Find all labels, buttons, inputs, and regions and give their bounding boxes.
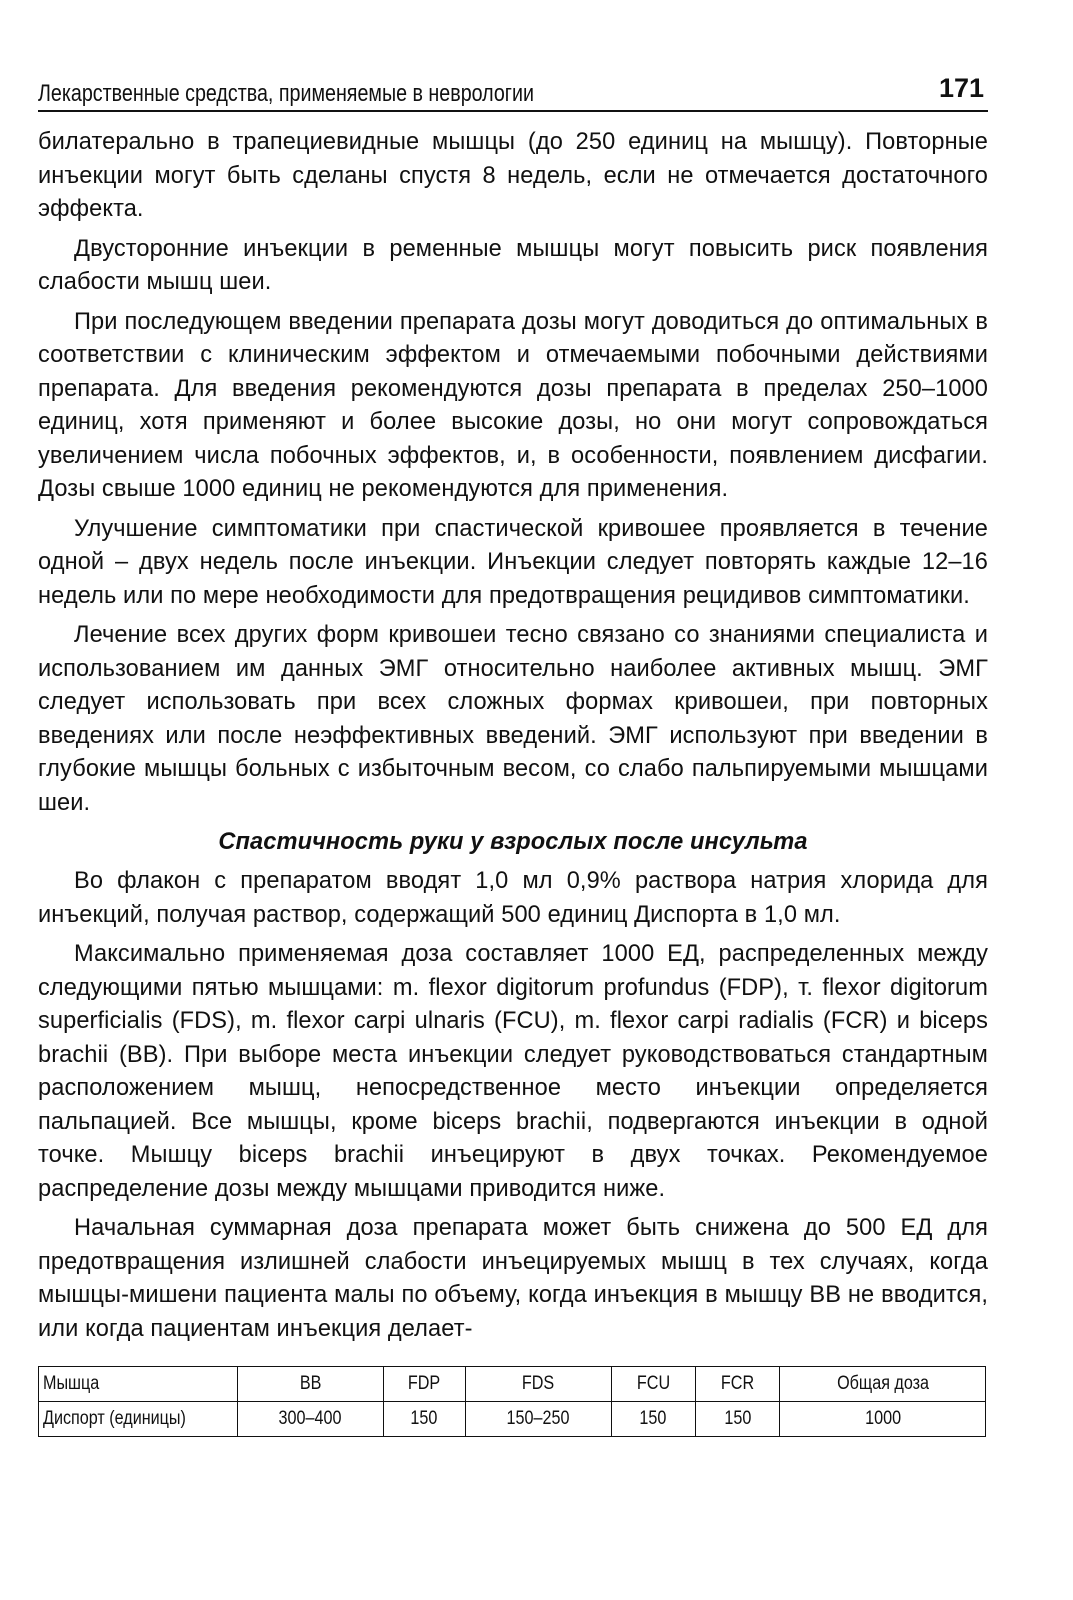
table-cell: 150–250 bbox=[466, 1402, 612, 1437]
paragraph: Двусторонние инъекции в ременные мышцы могут повысить риск появления слабости мышц шеи. bbox=[38, 235, 988, 295]
book-page bbox=[38, 62, 988, 1437]
paragraph: Максимально применяемая доза составляет 1000 ЕД, распределенных между следующими пятью мышцами: m. flexor digitorum profundus (FDP), т. flexor digitorum superficialis (FDS), m. flexor carpi ulnaris (FCU), m. flexor carpi radialis (FCR) и biceps brachii (BB). При выборе места инъекции следует руководствоваться стандартным расположением мышц, непосредственное место инъекции определяется пальпацией. Все мышцы, кроме biceps brachii, подвергаются инъекции в одной точке. Мышцу biceps brachii инъецируют в двух точках. Рекомендуемое распределение дозы между мышцами приводится ниже. bbox=[38, 941, 988, 1202]
table-cell: 1000 bbox=[780, 1402, 986, 1437]
section-heading: Спастичность руки у взрослых после инсульта bbox=[218, 829, 808, 855]
dose-table bbox=[38, 1366, 986, 1437]
table-cell: Диспорт (единицы) bbox=[39, 1402, 238, 1437]
page-number: 171 bbox=[938, 73, 984, 103]
paragraph: Начальная суммарная доза препарата может быть снижена до 500 ЕД для предотвращения излишней слабости инъецируемых мышц в тех случаях, когда мышцы-мишени пациента малы по объему, когда инъекция в мышцу BB не вводится, или когда пациентам инъекция делает- bbox=[38, 1215, 988, 1342]
table-header-cell: Общая доза bbox=[780, 1367, 986, 1402]
running-header bbox=[38, 62, 988, 112]
running-header-title: Лекарственные средства, применяемые в неврологии bbox=[38, 80, 534, 107]
table-header-row bbox=[39, 1367, 986, 1402]
table-cell: 150 bbox=[611, 1402, 695, 1437]
paragraph: Во флакон с препаратом вводят 1,0 мл 0,9% раствора натрия хлорида для инъекций, получая раствор, содержащий 500 единиц Диспорта в 1,0 мл. bbox=[38, 868, 988, 928]
paragraph: билатерально в трапециевидные мышцы (до 250 единиц на мышцу). Повторные инъекции могут быть сделаны спустя 8 недель, если не отмечается достаточного эффекта. bbox=[38, 129, 988, 222]
table-cell: 300–400 bbox=[238, 1402, 384, 1437]
paragraph: При последующем введении препарата дозы могут доводиться до оптимальных в соответствии с клиническим эффектом и отмечаемыми побочными действиями препарата. Для введения рекомендуются дозы препарата в пределах 250–1000 единиц, хотя применяют и более высокие дозы, но они могут сопровождаться увеличением числа побочных эффектов, и, в особенности, появлением дисфагии. Дозы свыше 1000 единиц не рекомендуются для применения. bbox=[38, 308, 988, 502]
page-body bbox=[38, 126, 988, 1346]
table-header-cell: FDP bbox=[383, 1367, 465, 1402]
paragraph: Лечение всех других форм кривошеи тесно связано со знаниями специалиста и использованием им данных ЭМГ относительно наиболее активных мышц. ЭМГ следует использовать при всех сложных формах кривошеи, при повторных введениях или после неэффективных введений. ЭМГ используют при введении в глубокие мышцы больных с избыточным весом, со слабо пальпируемыми мышцами шеи. bbox=[38, 622, 988, 816]
table-header-cell: BB bbox=[238, 1367, 384, 1402]
table-header-cell: FCU bbox=[611, 1367, 695, 1402]
table-cell: 150 bbox=[696, 1402, 780, 1437]
table-header-cell: FCR bbox=[696, 1367, 780, 1402]
table-header-cell: Мышца bbox=[39, 1367, 238, 1402]
table-cell: 150 bbox=[383, 1402, 465, 1437]
paragraph: Улучшение симптоматики при спастической кривошее проявляется в течение одной – двух недель после инъекции. Инъекции следует повторять каждые 12–16 недель или по мере необходимости для предотвращения рецидивов симптоматики. bbox=[38, 515, 988, 609]
table-header-cell: FDS bbox=[466, 1367, 612, 1402]
table-row bbox=[39, 1402, 986, 1437]
